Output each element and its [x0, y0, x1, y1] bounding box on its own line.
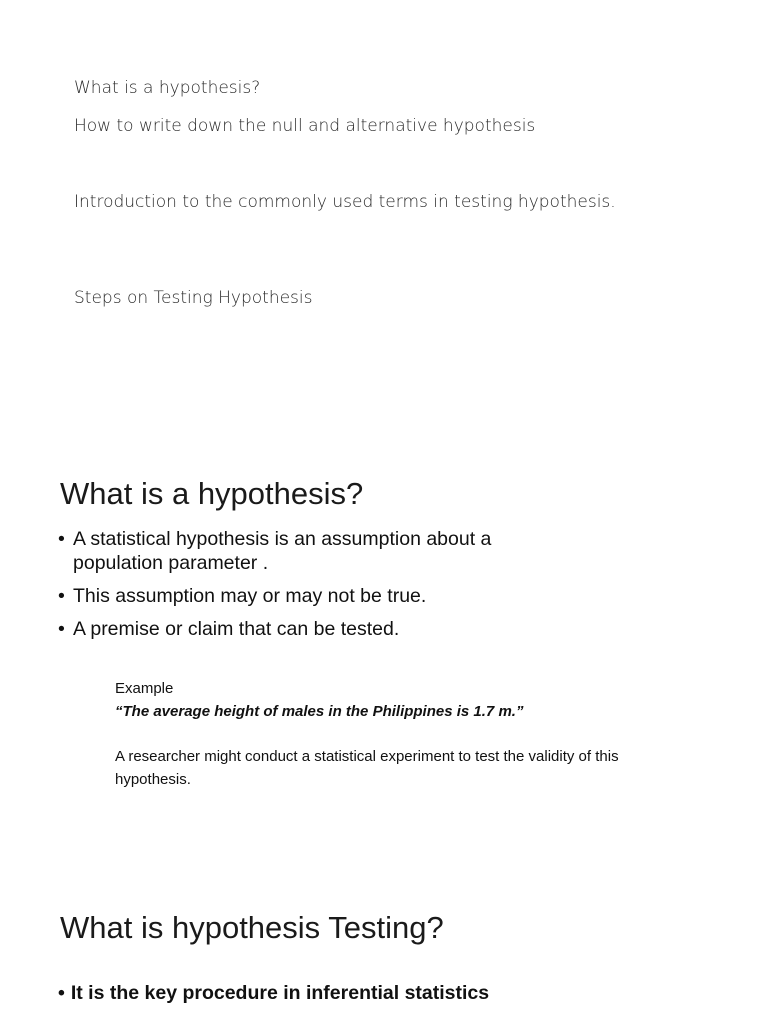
outline-item-null-alternative: How to write down the null and alternative hypothesis: [74, 116, 536, 136]
bullet-icon: •: [58, 528, 65, 550]
example-label: Example: [115, 680, 174, 697]
example-block: [115, 677, 635, 791]
bullet-text: It is the key procedure in inferential statistics: [70, 982, 490, 1004]
example-quote: “The average height of males in the Philippines is 1.7 m.”: [115, 703, 524, 720]
outline-item-what-is-hypothesis: What is a hypothesis?: [74, 78, 261, 98]
example-description: A researcher might conduct a statistical experiment to test the validity of this hypothesis.: [115, 748, 619, 788]
hypothesis-bullet-list: [58, 527, 538, 650]
bullet-text: A statistical hypothesis is an assumption about a population parameter .: [73, 528, 492, 574]
list-item: [58, 527, 538, 575]
slide-title-what-is-hypothesis: What is a hypothesis?: [60, 476, 364, 511]
list-item: [58, 982, 489, 1005]
outline-item-common-terms: Introduction to the commonly used terms in testing hypothesis.: [74, 192, 616, 212]
bullet-text: A premise or claim that can be tested.: [73, 618, 400, 640]
list-item: [58, 617, 538, 641]
bullet-text: This assumption may or may not be true.: [73, 585, 427, 607]
slide-title-hypothesis-testing: What is hypothesis Testing?: [60, 910, 444, 945]
list-item: [58, 584, 538, 608]
outline-item-steps: Steps on Testing Hypothesis: [74, 288, 313, 308]
bullet-icon: •: [58, 585, 65, 607]
bullet-icon: •: [58, 618, 65, 640]
bullet-icon: •: [58, 982, 65, 1004]
